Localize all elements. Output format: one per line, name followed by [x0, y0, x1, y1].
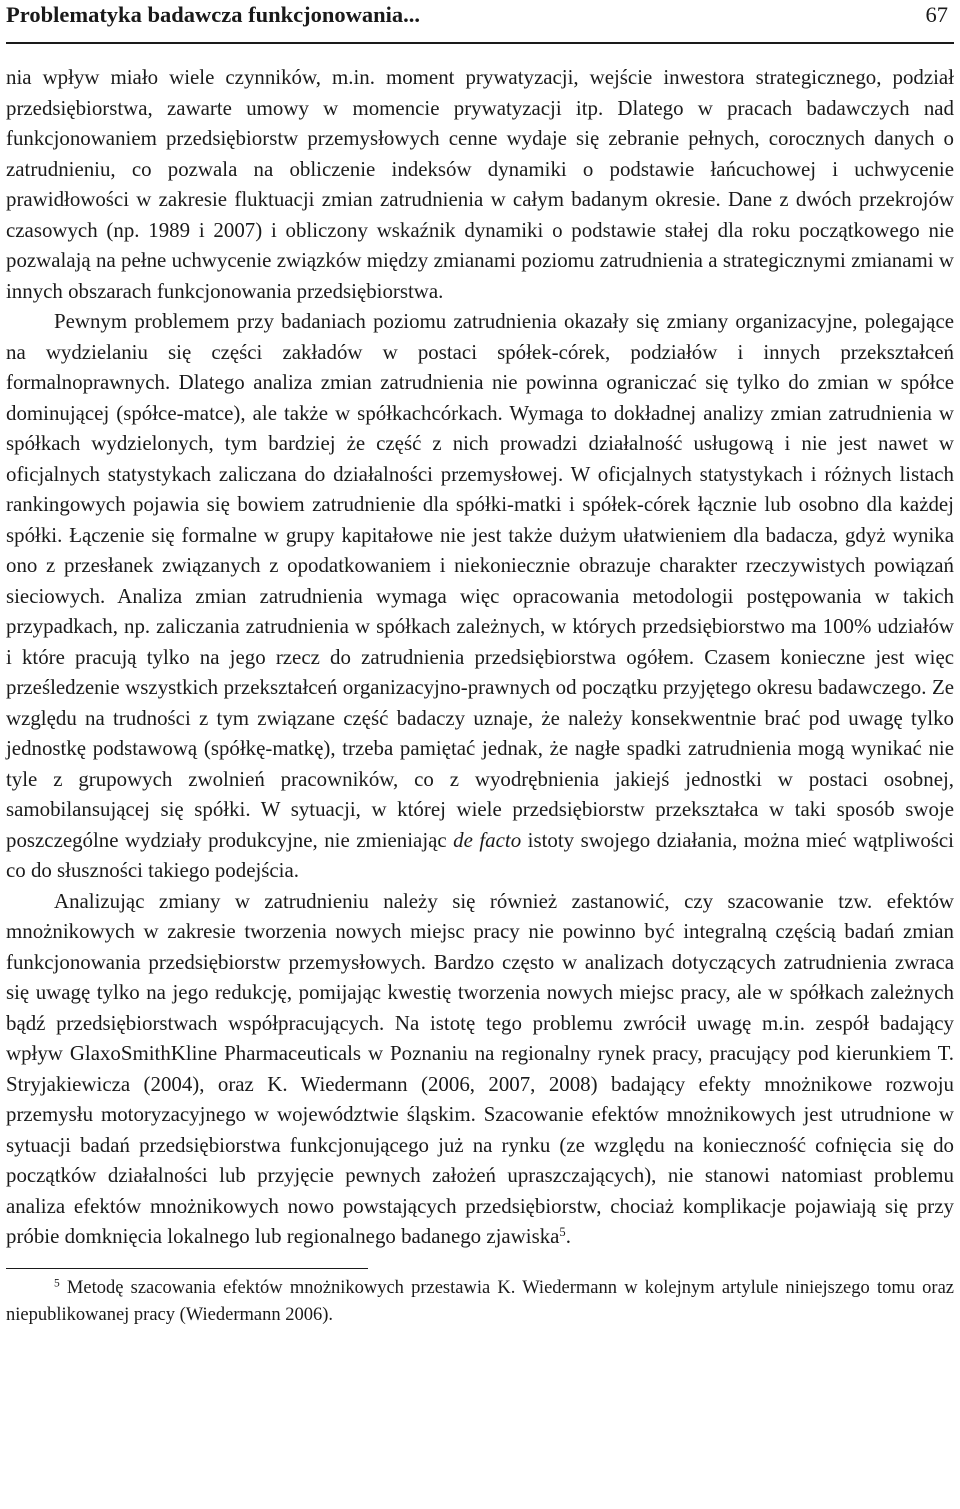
paragraph-3-text: Analizując zmiany w zatrudnieniu należy się również zastanowić, czy szacowanie tzw. efektów mnożnikowych w zakresie tworzenia nowych miejsc pracy nie powinno być integralną częścią badań zmian funkcjonowania przedsiębiorstw przemysłowych. Bardzo często w analizach dotyczących zatrudnienia zwraca się uwagę tylko na jego redukcję, pomijając kwestię tworzenia nowych miejsc pracy, ale w spółkach zależnych bądź przedsiębiorstwach współpracujących. Na istotę tego problemu zwrócił uwagę m.in. zespół badający wpływ GlaxoSmithKline Pharmaceuticals w Poznaniu na regionalny rynek pracy, pracujący pod kierunkiem T. Stryjakiewicza (2004), oraz K. Wiedermann (2006, 2007, 2008) badający efekty mnożnikowe rozwoju przemysłu motoryzacyjnego w województwie śląskim. Szacowanie efektów mnożnikowych jest utrudnione w sytuacji badań przedsiębiorstwa funkcjonującego już na rynku (ze względu na konieczność cofnięcia się do początków działalności lub przyjęcie pewnych założeń upraszczających), nie stanowi natomiast problemu analiza efektów mnożnikowych nowo powstających przedsiębiorstw, chociaż komplikacje pojawiają się przy próbie domknięcia lokalnego lub regionalnego badanego zjawiska — [6, 888, 954, 1248]
paragraph-2 — [6, 306, 954, 886]
paragraph-2-text-a: Pewnym problemem przy badaniach poziomu zatrudnienia okazały się zmiany organizacyjne, polegające na wydzielaniu się części zakładów w postaci spółek-córek, podziałów i innych przekształceń formalnoprawnych. Dlatego analiza zmian zatrudnienia nie powinna ograniczać się tylko do zmian w spółce dominującej (spółce-matce), ale także w spółkachcórkach. Wymaga to dokładnej analizy zmian zatrudnienia w spółkach wydzielonych, tym bardziej że część z nich prowadzi działalność usługową i nie jest nawet w oficjalnych statystykach zaliczana do działalności przemysłowej. W oficjalnych statystykach i różnych listach rankingowych pojawia się bowiem zatrudnienie dla spółki-matki i spółek-córek łącznie lub osobno dla każdej spółki. Łączenie się formalne w grupy kapitałowe nie jest także dużym ułatwieniem dla badacza, gdyż wynika ono z przesłanek związanych z opodatkowaniem i niekoniecznie obrazuje charakter rzeczywistych powiązań sieciowych. Analiza zmian zatrudnienia wymaga więc opracowania metodologii postępowania w takich przypadkach, np. zaliczania zatrudnienia w spółkach zależnych, w których przedsiębiorstwo ma 100% udziałów i które pracują tylko na jego rzecz do zatrudnienia przedsiębiorstwa ogółem. Czasem konieczne jest więc prześledzenie wszystkich przekształceń organizacyjno-prawnych od początku przyjętego okresu badawczego. Ze względu na trudności z tym związane część badaczy uznaje, że należy konsekwentnie brać pod uwagę tylko jednostkę podstawową (spółkę-matkę), trzeba pamiętać jednak, że nagłe spadki zatrudnienia mogą wynikać nie tyle z grupowych zwolnień pracowników, co z wyodrębnienia jakiejś jednostki w postaci osobnej, samobilansującej się spółki. W sytuacji, w której wiele przedsiębiorstw przekształca w taki sposób swoje poszczególne wydziały produkcyjne, nie zmieniając — [6, 309, 954, 852]
paragraph-2-text-b: istoty swojego działania, można mieć wątpliwości co do słuszności takiego podejścia. — [6, 827, 954, 882]
paragraph-3 — [6, 886, 954, 1252]
footnote-marker: 5 — [54, 1277, 60, 1290]
running-head — [6, 0, 954, 44]
paragraph-1: nia wpływ miało wiele czynników, m.in. moment prywatyzacji, wejście inwestora strategicznego, podział przedsiębiorstwa, zawarte umowy w momencie prywatyzacji itp. Dlatego w pracach badawczych nad funkcjonowaniem przedsiębiorstw przemysłowych cenne wydaje się zebranie pełnych, corocznych danych o zatrudnieniu, co pozwala na obliczenie indeksów dynamiki o podstawie łańcuchowej i uchwycenie prawidłowości w zakresie fluktuacji zmian zatrudnienia w całym badanym okresie. Dane z dwóch przekrojów czasowych (np. 1989 i 2007) i obliczony wskaźnik dynamiki o podstawie stałej dla roku początkowego nie pozwalają na pełne uchwycenie związków między zmianami poziomu zatrudnienia a strategicznymi zmianami w innych obszarach funkcjonowania przedsiębiorstwa. — [6, 65, 954, 303]
footnote — [6, 1275, 954, 1330]
running-head-title: Problematyka badawcza funkcjonowania... — [6, 2, 420, 27]
footnote-reference[interactable]: 5 — [559, 1225, 566, 1240]
body-text — [6, 62, 954, 1252]
page-number: 67 — [925, 2, 948, 27]
latin-phrase: de facto — [453, 827, 522, 852]
footnote-text: Metodę szacowania efektów mnożnikowych przestawia K. Wiedermann w kolejnym artylule niniejszego tomu oraz niepublikowanej pracy (Wiedermann 2006). — [6, 1277, 954, 1325]
footnote-separator — [6, 1268, 368, 1269]
paragraph-3-end: . — [565, 1224, 571, 1248]
